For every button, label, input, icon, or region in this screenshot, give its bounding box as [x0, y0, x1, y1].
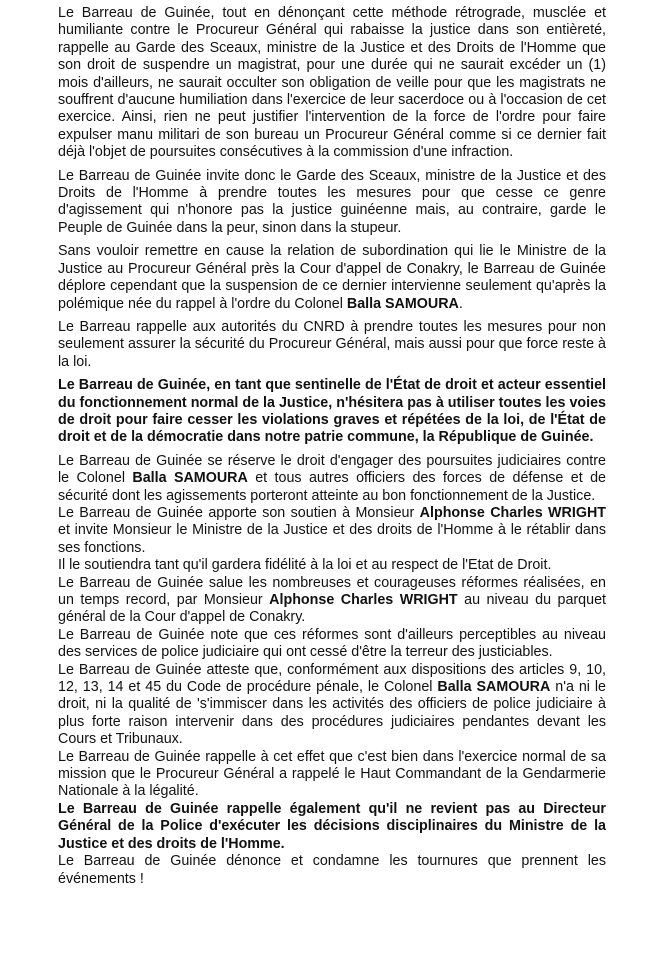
paragraph-6 [58, 453, 606, 505]
paragraph-13-bold: Le Barreau de Guinée rappelle également qu'il ne revient pas au Directeur Général de la Police d'exécuter les décisions disciplinaires du Ministre de la Justice et des droits de l'Homme. [58, 800, 606, 852]
paragraph-7-end: et invite Monsieur le Ministre de la Justice et des droits de l'Homme à le rétablir dans ses fonctions. [58, 522, 606, 556]
paragraph-7 [58, 505, 606, 557]
paragraph-8: Il le soutiendra tant qu'il gardera fidélité à la loi et au respect de l'Etat de Droit. [58, 557, 552, 574]
name-alphonse-charles-wright: Alphonse Charles WRIGHT [419, 504, 606, 521]
paragraph-11 [58, 662, 606, 749]
name-balla-samoura: Balla SAMOURA [132, 470, 248, 487]
paragraph-5-bold: Le Barreau de Guinée, en tant que sentinelle de l'État de droit et acteur essentiel du fonctionnement normal de la Justice, n'hésitera pas à utiliser toutes les voies de droit pour faire cesser les violations graves et répétées de la loi, de l'État de droit et de la démocratie dans notre patrie commune, la République de Guinée. [58, 377, 606, 446]
paragraph-4: Le Barreau rappelle aux autorités du CNRD à prendre toutes les mesures pour non seulement assurer la sécurité du Procureur Général, mais aussi pour que force reste à la loi. [58, 318, 606, 370]
paragraph-7-text: Le Barreau de Guinée apporte son soutien à Monsieur [58, 504, 420, 521]
paragraph-1: Le Barreau de Guinée, tout en dénonçant cette méthode rétrograde, musclée et humiliante contre le Procureur Général qui rabaisse la justice dans son entièreté, rappelle au Garde des Sceaux, ministre de la Justice et des Droits de l'Homme que son droit de suspendre un magistrat, pour une durée qui ne saurait excéder un (1) mois d'ailleurs, ne saurait occulter son obligation de veille pour que les magistrats ne souffrent d'aucune humiliation dans l'exercice de leur sacerdoce ou à l'occasion de cet exercice. Ainsi, rien ne peut justifier l'intervention de la force de l'ordre pour faire expulser manu militari de son bureau un Procureur Général comme si ce dernier fait déjà l'objet de poursuites consécutives à la commission d'une infraction. [58, 5, 606, 161]
paragraph-2: Le Barreau de Guinée invite donc le Garde des Sceaux, ministre de la Justice et des Droits de l'Homme à prendre toutes les mesures pour que cesse ce genre d'agissement qui n'honore pas la justice guinéenne mais, au contraire, garde le Peuple de Guinée dans la peur, sinon dans la stupeur. [58, 167, 606, 236]
paragraph-3-end: . [458, 295, 463, 312]
name-alphonse-charles-wright: Alphonse Charles WRIGHT [269, 592, 458, 608]
paragraph-12: Le Barreau de Guinée rappelle à cet effet que c'est bien dans l'exercice normal de sa mission que le Procureur Général a rappelé le Haut Commandant de la Gendarmerie Nationale à la légalité. [58, 748, 606, 800]
paragraph-3 [58, 243, 606, 313]
paragraph-9-end: au niveau du parquet général de la Cour d'appel de Conakry. [58, 592, 606, 626]
paragraph-14: Le Barreau de Guinée dénonce et condamne les tournures que prennent les événements ! [58, 853, 606, 887]
paragraph-9 [58, 575, 606, 627]
paragraph-3-text: Sans vouloir remettre en cause la relation de subordination qui lie le Ministre de la Justice au Procureur Général près la Cour d'appel de Conakry, le Barreau de Guinée déplore cependant que la suspension de ce dernier intervienne seulement qu'après la polémique née du rappel à l'ordre du Colonel [58, 243, 606, 312]
paragraph-9-text: Le Barreau de Guinée salue les nombreuses et courageuses réformes réalisées, en un temps record, par Monsieur [58, 574, 606, 608]
paragraph-10: Le Barreau de Guinée note que ces réformes sont d'ailleurs perceptibles au niveau des services de police judiciaire qui ont cessé d'être la terreur des justiciables. [58, 626, 606, 661]
paragraph-11-end: n'a ni le droit, ni la qualité de 's'immiscer dans les activités des officiers de police judiciaire à plus forte raison intervenir dans des procédures judiciaires pendantes devant les Cours et Tribunaux. [58, 679, 606, 748]
name-balla-samoura: Balla SAMOURA [437, 679, 551, 696]
paragraph-6-text: Le Barreau de Guinée se réserve le droit d'engager des poursuites judiciaires contre le Colonel [58, 452, 606, 487]
paragraph-6-end: et tous autres officiers des forces de défense et de sécurité dont les agissements porteront atteinte au bon fonctionnement de la Justice. [58, 470, 606, 504]
name-balla-samoura: Balla SAMOURA [346, 295, 459, 312]
paragraph-11-text: Le Barreau de Guinée atteste que, conformément aux dispositions des articles 9, 10, 12, 13, 14 et 45 du Code de procédure pénale, le Colonel [58, 661, 606, 696]
